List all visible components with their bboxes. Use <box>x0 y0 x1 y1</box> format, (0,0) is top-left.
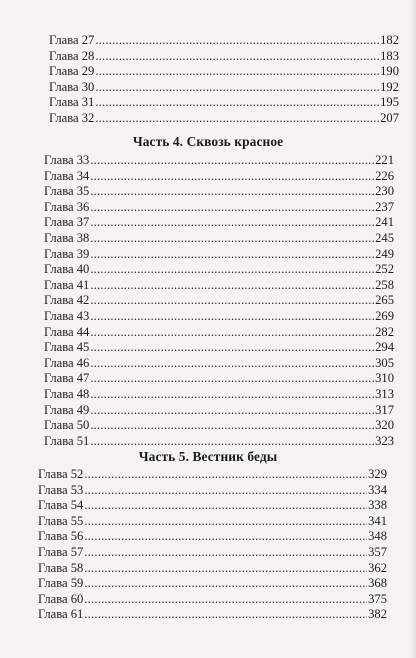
page-edge-shadow <box>410 0 416 658</box>
toc-entry <box>49 111 399 127</box>
page-number: 348 <box>368 529 387 544</box>
dot-leader <box>90 215 374 231</box>
page-number: 221 <box>375 153 394 167</box>
toc-entry <box>38 529 387 545</box>
toc-entry <box>38 592 387 608</box>
dot-leader <box>90 200 374 216</box>
dot-leader <box>95 33 379 49</box>
dot-leader <box>90 434 374 450</box>
toc-entry <box>44 169 394 185</box>
chapter-label: Глава 32 <box>49 110 95 125</box>
chapter-label: Глава 57 <box>38 544 84 559</box>
page-number: 357 <box>368 544 387 559</box>
toc-entry <box>44 278 394 294</box>
toc-entry <box>44 387 394 403</box>
dot-leader <box>90 231 374 247</box>
dot-leader <box>84 576 367 592</box>
toc-entry <box>38 576 387 592</box>
chapter-label: Глава 38 <box>44 230 90 245</box>
page-number: 282 <box>375 324 394 339</box>
chapter-label: Глава 60 <box>38 591 84 606</box>
toc-entry <box>44 371 394 387</box>
chapter-label: Глава 33 <box>44 153 90 167</box>
chapter-label: Глава 46 <box>44 355 90 370</box>
chapter-label: Глава 28 <box>49 48 95 63</box>
page-number: 313 <box>375 386 394 401</box>
page-number: 362 <box>368 560 387 575</box>
toc-entry <box>44 262 394 278</box>
dot-leader <box>95 80 379 96</box>
dot-leader <box>90 309 374 325</box>
dot-leader <box>84 561 367 577</box>
toc-group-2 <box>44 153 394 449</box>
chapter-label: Глава 29 <box>49 64 95 79</box>
toc-entry <box>44 403 394 419</box>
toc-entry <box>44 418 394 434</box>
dot-leader <box>90 247 374 263</box>
dot-leader <box>95 49 379 65</box>
page-number: 329 <box>368 467 387 481</box>
page-number: 320 <box>375 418 394 433</box>
toc-entry <box>38 467 387 483</box>
dot-leader <box>90 184 374 200</box>
chapter-label: Глава 50 <box>44 418 90 433</box>
page-number: 182 <box>380 33 399 47</box>
dot-leader <box>84 483 367 499</box>
toc-entry <box>49 80 399 96</box>
dot-leader <box>90 387 374 403</box>
toc-entry <box>38 545 387 561</box>
page-number: 305 <box>375 355 394 370</box>
dot-leader <box>90 278 374 294</box>
chapter-label: Глава 27 <box>49 33 95 47</box>
dot-leader <box>90 403 374 419</box>
chapter-label: Глава 61 <box>38 607 84 622</box>
toc-entry <box>44 247 394 263</box>
page-number: 368 <box>368 576 387 591</box>
chapter-label: Глава 53 <box>38 482 84 497</box>
chapter-label: Глава 59 <box>38 576 84 591</box>
dot-leader <box>84 529 367 545</box>
toc-entry <box>44 215 394 231</box>
dot-leader <box>90 371 374 387</box>
page-number: 258 <box>375 277 394 292</box>
chapter-label: Глава 34 <box>44 168 90 183</box>
dot-leader <box>84 498 367 514</box>
page-number: 195 <box>380 95 399 110</box>
page-number: 192 <box>380 79 399 94</box>
chapter-label: Глава 37 <box>44 215 90 230</box>
page-number: 317 <box>375 402 394 417</box>
toc-entry <box>38 561 387 577</box>
toc-entry <box>44 434 394 450</box>
toc-entry <box>44 309 394 325</box>
chapter-label: Глава 41 <box>44 277 90 292</box>
dot-leader <box>84 607 367 623</box>
page-number: 341 <box>368 513 387 528</box>
dot-leader <box>90 340 374 356</box>
toc-entry <box>49 64 399 80</box>
chapter-label: Глава 52 <box>38 467 84 481</box>
page-number: 207 <box>380 110 399 125</box>
page-number: 183 <box>380 48 399 63</box>
chapter-label: Глава 47 <box>44 371 90 386</box>
chapter-label: Глава 42 <box>44 293 90 308</box>
dot-leader <box>90 262 374 278</box>
toc-entry <box>44 231 394 247</box>
chapter-label: Глава 43 <box>44 308 90 323</box>
dot-leader <box>95 111 379 127</box>
chapter-label: Глава 35 <box>44 184 90 199</box>
toc-entry <box>38 498 387 514</box>
toc-entry <box>44 184 394 200</box>
page-number: 382 <box>368 607 387 622</box>
chapter-label: Глава 45 <box>44 340 90 355</box>
page-number: 375 <box>368 591 387 606</box>
page-number: 190 <box>380 64 399 79</box>
chapter-label: Глава 30 <box>49 79 95 94</box>
dot-leader <box>90 169 374 185</box>
chapter-label: Глава 55 <box>38 513 84 528</box>
page-number: 230 <box>375 184 394 199</box>
toc-group-1 <box>49 33 399 127</box>
toc-entry <box>38 483 387 499</box>
toc-entry <box>49 33 399 49</box>
page-number: 310 <box>375 371 394 386</box>
page-number: 294 <box>375 340 394 355</box>
part-heading: Часть 4. Сквозь красное <box>132 134 284 149</box>
page-number: 323 <box>375 433 394 448</box>
dot-leader <box>84 467 367 483</box>
page-number: 241 <box>375 215 394 230</box>
page-number: 249 <box>375 246 394 261</box>
page-number: 245 <box>375 230 394 245</box>
chapter-label: Глава 36 <box>44 199 90 214</box>
dot-leader <box>90 418 374 434</box>
toc-entry <box>44 153 394 169</box>
dot-leader <box>90 293 374 309</box>
chapter-label: Глава 39 <box>44 246 90 261</box>
dot-leader <box>95 64 379 80</box>
toc-entry <box>44 356 394 372</box>
page-number: 269 <box>375 308 394 323</box>
toc-entry <box>44 200 394 216</box>
page-number: 237 <box>375 199 394 214</box>
chapter-label: Глава 40 <box>44 262 90 277</box>
toc-entry <box>49 49 399 65</box>
chapter-label: Глава 51 <box>44 433 90 448</box>
chapter-label: Глава 54 <box>38 498 84 513</box>
toc-entry <box>44 293 394 309</box>
dot-leader <box>84 545 367 561</box>
chapter-label: Глава 58 <box>38 560 84 575</box>
toc-group-3 <box>38 467 387 623</box>
page-number: 226 <box>375 168 394 183</box>
chapter-label: Глава 44 <box>44 324 90 339</box>
chapter-label: Глава 56 <box>38 529 84 544</box>
page-number: 265 <box>375 293 394 308</box>
dot-leader <box>84 514 367 530</box>
dot-leader <box>90 325 374 341</box>
chapter-label: Глава 49 <box>44 402 90 417</box>
toc-entry <box>44 340 394 356</box>
dot-leader <box>90 356 374 372</box>
dot-leader <box>84 592 367 608</box>
dot-leader <box>95 95 379 111</box>
chapter-label: Глава 48 <box>44 386 90 401</box>
chapter-label: Глава 31 <box>49 95 95 110</box>
part-heading: Часть 5. Вестник беды <box>138 449 278 464</box>
toc-entry <box>49 95 399 111</box>
page-number: 252 <box>375 262 394 277</box>
toc-entry <box>38 514 387 530</box>
toc-entry <box>38 607 387 623</box>
page-number: 334 <box>368 482 387 497</box>
dot-leader <box>90 153 374 169</box>
toc-entry <box>44 325 394 341</box>
page-number: 338 <box>368 498 387 513</box>
